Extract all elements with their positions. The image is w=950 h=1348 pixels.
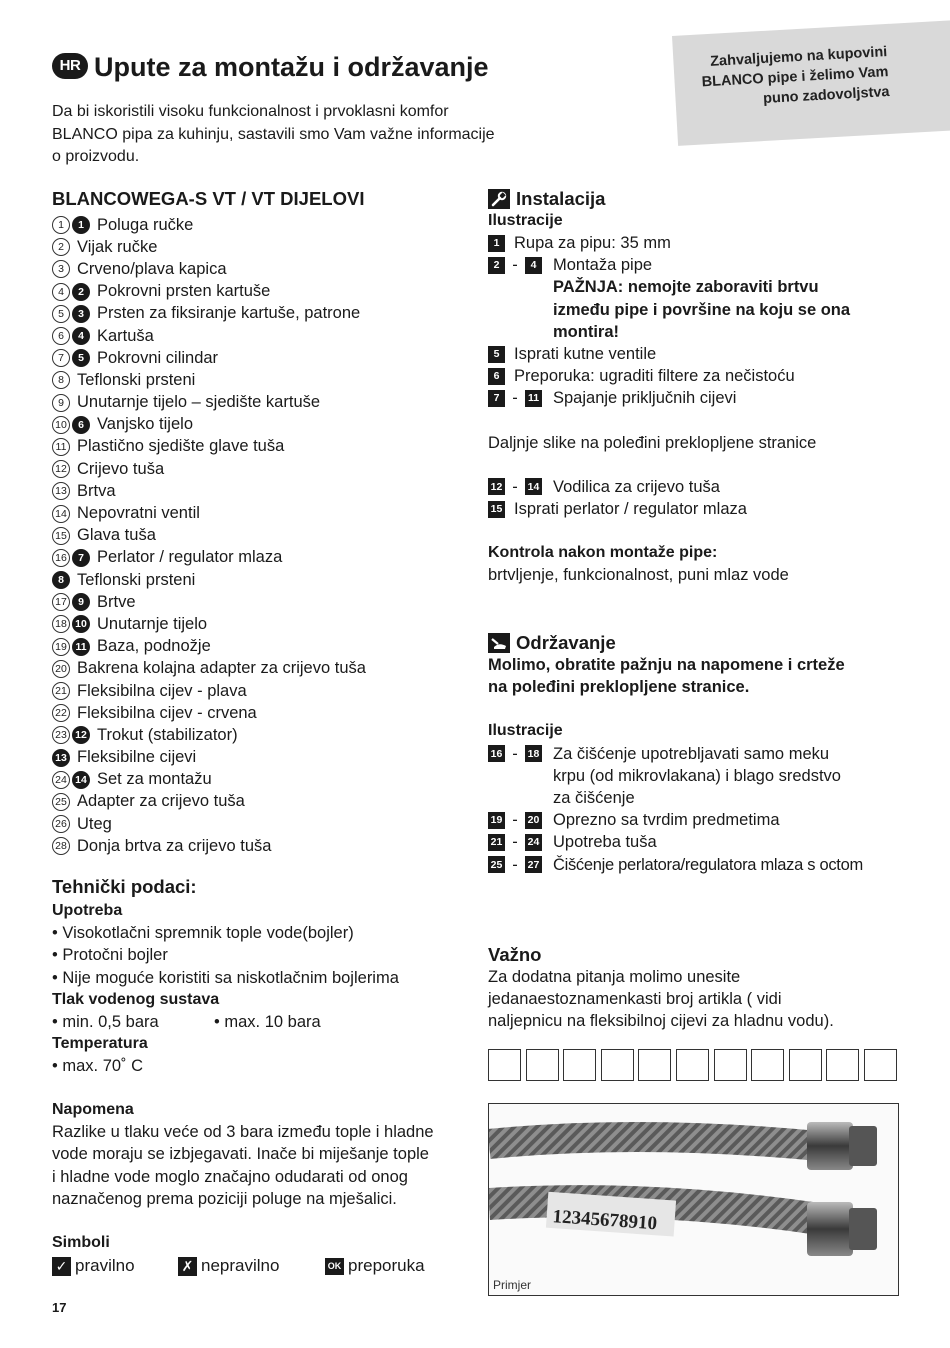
step-number: 11 [525, 390, 542, 407]
step-number: 6 [488, 368, 505, 385]
installation-warning [553, 276, 908, 343]
part-label: Brtva [77, 481, 116, 500]
note-line: vode moraju se izbjegavati. Inače bi miješanje tople [52, 1145, 429, 1164]
step-text: Čišćenje perlatora/regulatora mlaza s octom [553, 855, 863, 874]
parts-list-item [52, 258, 472, 280]
article-number-boxes [488, 1049, 902, 1081]
symbols-heading: Simboli [52, 1234, 110, 1251]
banner-line: Zahvaljujemo na kupovini [709, 44, 888, 70]
important-line: jedanaestoznamenkasti broj artikla ( vidi [488, 990, 782, 1009]
parts-list-item [52, 636, 472, 658]
parts-list-item [52, 236, 472, 258]
more-images-note: Daljnje slike na poleđini preklopljene stranice [488, 433, 817, 452]
step-text-line: za čišćenje [553, 789, 635, 808]
symbols-section [52, 1232, 472, 1278]
cleaning-icon [488, 633, 510, 653]
banner-line: puno zadovoljstva [762, 83, 890, 107]
maintenance-step: 19 - 20 Oprezno sa tvrdim predmetima [488, 809, 908, 831]
step-number: 4 [525, 257, 542, 274]
part-label: Adapter za crijevo tuša [77, 792, 245, 811]
step-text-line: krpu (od mikrovlakana) i blago sredstvo [553, 766, 841, 785]
step-number: 19 [488, 812, 505, 829]
part-label: Baza, podnožje [97, 637, 211, 656]
step-number: 18 [525, 745, 542, 762]
part-label: Bakrena kolajna adapter za crijevo tuša [77, 659, 366, 678]
parts-list-item [52, 281, 472, 303]
symbol-correct-label: pravilno [75, 1256, 135, 1276]
article-digit-box [864, 1049, 897, 1081]
banner-line: BLANCO pipe i želimo Vam [701, 63, 889, 91]
outline-number-badge: 18 [52, 615, 70, 633]
parts-section [52, 188, 472, 857]
step-text: Rupa za pipu: 35 mm [514, 234, 671, 252]
part-label: Teflonski prsteni [77, 370, 196, 389]
note-heading: Napomena [52, 1101, 134, 1118]
intro-line: BLANCO pipa za kuhinju, sastavili smo Vam važne informacije [52, 125, 495, 143]
filled-number-badge: 12 [72, 726, 90, 744]
install-step: 2 - 4 Montaža pipe [488, 254, 908, 276]
maintenance-subheading: Ilustracije [488, 722, 563, 740]
filled-number-badge: 1 [72, 216, 90, 234]
outline-number-badge: 11 [52, 438, 70, 456]
parts-list-item [52, 835, 472, 857]
parts-list-item [52, 369, 472, 391]
part-label: Donja brtva za crijevo tuša [77, 836, 272, 855]
temperature-heading: Temperatura [52, 1035, 148, 1053]
parts-list-item [52, 791, 472, 813]
filled-number-badge: 2 [72, 283, 90, 301]
outline-number-badge: 5 [52, 305, 70, 323]
outline-number-badge: 3 [52, 260, 70, 278]
symbol-recommended [325, 1256, 425, 1276]
part-label: Teflonski prsteni [77, 570, 196, 589]
part-label: Vanjsko tijelo [97, 415, 193, 434]
parts-list-item [52, 613, 472, 635]
intro-line: o proizvodu. [52, 148, 140, 165]
article-digit-box [601, 1049, 634, 1081]
symbol-wrong [178, 1256, 325, 1276]
outline-number-badge: 26 [52, 815, 70, 833]
parts-list-item [52, 436, 472, 458]
usage-item: • Nije moguće koristiti sa niskotlačnim bojlerima [52, 968, 399, 987]
outline-number-badge: 20 [52, 660, 70, 678]
step-number: 15 [488, 501, 505, 518]
parts-list-item [52, 525, 472, 547]
note-section [52, 1099, 472, 1210]
part-label: Pokrovni prsten kartuše [97, 282, 271, 301]
step-number: 21 [488, 834, 505, 851]
check-heading: Kontrola nakon montaže pipe: [488, 544, 718, 562]
step-number: 7 [488, 390, 505, 407]
usage-heading: Upotreba [52, 902, 123, 919]
important-section [488, 944, 908, 1033]
part-label: Perlator / regulator mlaza [97, 548, 283, 567]
thank-you-banner [672, 20, 950, 146]
maintenance-title: Održavanje [516, 632, 616, 653]
filled-number-badge: 4 [72, 327, 90, 345]
ok-icon: OK [325, 1258, 344, 1275]
intro-line: Da bi iskoristili visoku funkcionalnost i prvoklasni komfor [52, 103, 449, 120]
intro-paragraph [52, 101, 562, 169]
parts-list-item [52, 702, 472, 724]
step-text: Isprati kutne ventile [514, 345, 657, 364]
step-number: 2 [488, 257, 505, 274]
article-digit-box [676, 1049, 709, 1081]
important-heading: Važno [488, 944, 542, 965]
installation-subheading: Ilustracije [488, 212, 563, 229]
outline-number-badge: 6 [52, 327, 70, 345]
note-line: Razlike u tlaku veće od 3 bara između tople i hladne [52, 1123, 434, 1142]
step-number: 5 [488, 346, 505, 363]
install-step: 12 - 14 Vodilica za crijevo tuša [488, 476, 908, 498]
outline-number-badge: 23 [52, 726, 70, 744]
tech-heading: Tehnički podaci: [52, 876, 197, 897]
outline-number-badge: 28 [52, 837, 70, 855]
maintenance-step: 16 - 18 Za čišćenje upotrebljavati samo meku krpu (od mikrovlakana) i blago sredstvo za čišćenje [488, 743, 908, 810]
parts-list-item [52, 658, 472, 680]
parts-list-item [52, 569, 472, 591]
article-digit-box [526, 1049, 559, 1081]
install-step [488, 232, 908, 254]
step-text: Oprezno sa tvrdim predmetima [553, 811, 780, 830]
part-label: Brtve [97, 592, 136, 611]
outline-number-badge: 1 [52, 216, 70, 234]
step-number: 27 [525, 856, 542, 873]
install-step [488, 498, 908, 520]
outline-number-badge: 8 [52, 371, 70, 389]
maintenance-step: 21 - 24 Upotreba tuša [488, 831, 908, 853]
step-number: 20 [525, 812, 542, 829]
parts-list-item [52, 769, 472, 791]
step-text: Spajanje priključnih cijevi [553, 389, 737, 408]
step-text: Vodilica za crijevo tuša [553, 477, 720, 496]
filled-number-badge: 3 [72, 305, 90, 323]
part-label: Fleksibilna cijev - plava [77, 681, 247, 700]
warning-line: montira! [553, 322, 619, 341]
parts-list-item [52, 303, 472, 325]
language-badge: HR [52, 53, 88, 79]
part-label: Unutarnje tijelo [97, 614, 208, 633]
parts-list-item [52, 347, 472, 369]
part-label: Plastično sjedište glave tuša [77, 437, 285, 456]
wrench-icon [488, 189, 510, 209]
parts-list-item [52, 724, 472, 746]
pressure-max: • max. 10 bara [214, 1013, 321, 1032]
outline-number-badge: 13 [52, 482, 70, 500]
part-label: Fleksibilne cijevi [77, 748, 197, 767]
parts-list-item [52, 414, 472, 436]
part-label: Vijak ručke [77, 237, 158, 256]
braided-hose-image [489, 1104, 899, 1296]
cross-icon: ✗ [178, 1257, 197, 1276]
part-label: Set za montažu [97, 770, 212, 789]
step-text: Upotreba tuša [553, 833, 657, 852]
check-icon: ✓ [52, 1257, 71, 1276]
article-digit-box [826, 1049, 859, 1081]
part-label: Uteg [77, 814, 112, 833]
parts-list-item [52, 502, 472, 524]
maintenance-notice-line: na poleđini preklopljene stranice. [488, 678, 750, 697]
part-label: Kartuša [97, 326, 154, 345]
install-step: 7 - 11 Spajanje priključnih cijevi [488, 387, 908, 409]
installation-heading [488, 188, 908, 210]
part-label: Crijevo tuša [77, 459, 165, 478]
outline-number-badge: 4 [52, 283, 70, 301]
sticker-number: 12345678910 [551, 1206, 658, 1235]
usage-item: • Visokotlačni spremnik tople vode(bojler) [52, 924, 354, 943]
step-number: 1 [488, 235, 505, 252]
temperature-value: • max. 70˚ C [52, 1057, 144, 1076]
filled-number-badge: 5 [72, 349, 90, 367]
part-label: Poluga ručke [97, 215, 194, 234]
part-label: Fleksibilna cijev - crvena [77, 703, 257, 722]
step-number: 12 [488, 478, 505, 495]
important-line: naljepnicu na fleksibilnoj cijevi za hladnu vodu). [488, 1012, 834, 1031]
parts-heading: BLANCOWEGA-S VT / VT DIJELOVI [52, 188, 365, 209]
outline-number-badge: 7 [52, 349, 70, 367]
step-text-line: Za čišćenje upotrebljavati samo meku [553, 744, 830, 763]
step-number: 16 [488, 745, 505, 762]
installation-title: Instalacija [516, 188, 606, 209]
outline-number-badge: 2 [52, 238, 70, 256]
part-label: Prsten za fiksiranje kartuše, patrone [97, 304, 361, 323]
maintenance-step: 25 - 27 Čišćenje perlatora/regulatora mlaza s octom [488, 854, 908, 876]
hose-example-photo [488, 1103, 899, 1296]
outline-number-badge: 22 [52, 704, 70, 722]
page-number: 17 [52, 1300, 67, 1315]
pressure-values [52, 1011, 472, 1033]
outline-number-badge: 9 [52, 394, 70, 412]
article-digit-box [789, 1049, 822, 1081]
filled-number-badge: 11 [72, 638, 90, 656]
step-number: 14 [525, 478, 542, 495]
parts-list-item [52, 591, 472, 613]
parts-list-item [52, 680, 472, 702]
filled-number-badge: 13 [52, 749, 70, 767]
outline-number-badge: 12 [52, 460, 70, 478]
filled-number-badge: 7 [72, 549, 90, 567]
install-step [488, 365, 908, 387]
article-digit-box [714, 1049, 747, 1081]
symbol-wrong-label: nepravilno [201, 1256, 280, 1276]
parts-list-item [52, 547, 472, 569]
parts-list-item [52, 813, 472, 835]
part-label: Pokrovni cilindar [97, 348, 219, 367]
important-line: Za dodatna pitanja molimo unesite [488, 968, 741, 986]
maintenance-notice-line: Molimo, obratite pažnju na napomene i crteže [488, 656, 845, 674]
outline-number-badge: 14 [52, 505, 70, 523]
outline-number-badge: 25 [52, 793, 70, 811]
part-label: Glava tuša [77, 526, 156, 545]
step-number: 25 [488, 856, 505, 873]
symbol-correct [52, 1256, 178, 1276]
part-label: Unutarnje tijelo – sjedište kartuše [77, 393, 321, 412]
article-digit-box [638, 1049, 671, 1081]
filled-number-badge: 8 [52, 571, 70, 589]
maintenance-section [488, 632, 908, 876]
symbols-legend [52, 1254, 472, 1278]
parts-list [52, 214, 472, 857]
outline-number-badge: 19 [52, 638, 70, 656]
article-digit-box [563, 1049, 596, 1081]
step-text: Isprati perlator / regulator mlaza [514, 500, 747, 519]
parts-list-item [52, 458, 472, 480]
check-text: brtvljenje, funkcionalnost, puni mlaz vode [488, 566, 789, 585]
filled-number-badge: 10 [72, 615, 90, 633]
installation-section [488, 188, 908, 587]
part-label: Nepovratni ventil [77, 504, 200, 523]
install-step [488, 343, 908, 365]
step-text: Montaža pipe [553, 256, 653, 275]
parts-list-item [52, 214, 472, 236]
page-title-text: Upute za montažu i održavanje [94, 52, 489, 82]
article-digit-box [751, 1049, 784, 1081]
article-digit-box [488, 1049, 521, 1081]
note-line: i hladne vode moglo značajno odudarati od onog [52, 1167, 408, 1186]
warning-line: PAŽNJA: nemojte zaboraviti brtvu [553, 278, 819, 297]
warning-line: između pipe i površine na koju se ona [553, 300, 851, 319]
parts-list-item [52, 747, 472, 769]
outline-number-badge: 21 [52, 682, 70, 700]
usage-item: • Protočni bojler [52, 946, 168, 965]
symbol-recommended-label: preporuka [348, 1256, 425, 1276]
part-label: Crveno/plava kapica [77, 259, 227, 278]
filled-number-badge: 6 [72, 416, 90, 434]
parts-list-item [52, 480, 472, 502]
parts-list-item [52, 392, 472, 414]
tech-section [52, 876, 472, 1078]
step-text: Preporuka: ugraditi filtere za nečistoću [514, 367, 795, 386]
maintenance-heading [488, 632, 908, 654]
outline-number-badge: 17 [52, 593, 70, 611]
step-number: 24 [525, 834, 542, 851]
part-label: Trokut (stabilizator) [97, 725, 238, 744]
outline-number-badge: 15 [52, 527, 70, 545]
pressure-heading: Tlak vodenog sustava [52, 990, 220, 1008]
pressure-min: • min. 0,5 bara [52, 1013, 159, 1032]
outline-number-badge: 24 [52, 771, 70, 789]
page-title [52, 52, 489, 83]
outline-number-badge: 16 [52, 549, 70, 567]
note-line: naznačenog prema poziciji poluge na mješalici. [52, 1189, 397, 1208]
filled-number-badge: 14 [72, 771, 90, 789]
photo-caption: Primjer [493, 1278, 531, 1292]
filled-number-badge: 9 [72, 593, 90, 611]
parts-list-item [52, 325, 472, 347]
outline-number-badge: 10 [52, 416, 70, 434]
